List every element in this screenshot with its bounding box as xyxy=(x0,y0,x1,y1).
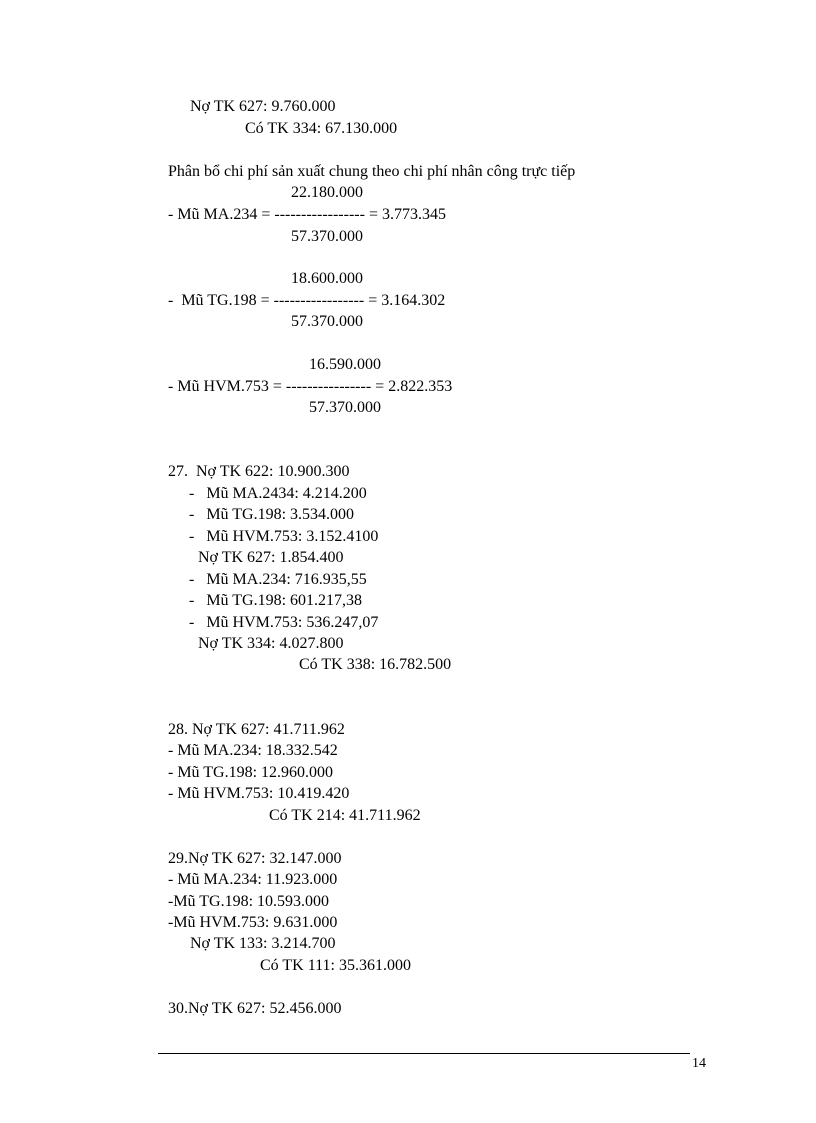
entry-heading: 30.Nợ TK 627: 52.456.000 xyxy=(168,1000,342,1017)
footer-divider xyxy=(158,1053,690,1054)
text-line: - Mũ MA.234: 11.923.000 xyxy=(168,871,338,888)
entry-heading: 29.Nợ TK 627: 32.147.000 xyxy=(168,850,342,867)
text-line: - Mũ MA.234: 18.332.542 xyxy=(168,742,338,759)
fraction-numerator: 16.590.000 xyxy=(309,356,381,373)
text-line: - Mũ HVM.753: 3.152.4100 xyxy=(189,528,379,545)
section-heading: Phân bổ chi phí sản xuất chung theo chi phí nhân công trực tiếp xyxy=(168,163,576,180)
text-line: Nợ TK 133: 3.214.700 xyxy=(190,935,336,952)
text-line: - Mũ TG.198: 601.217,38 xyxy=(189,592,363,609)
text-line: Có TK 338: 16.782.500 xyxy=(299,656,452,673)
text-line: -Mũ TG.198: 10.593.000 xyxy=(168,893,330,910)
text-line: - Mũ HVM.753: 10.419.420 xyxy=(168,785,350,802)
fraction-denominator: 57.370.000 xyxy=(291,228,363,245)
text-line: - Mũ TG.198: 3.534.000 xyxy=(189,506,355,523)
fraction-denominator: 57.370.000 xyxy=(291,313,363,330)
entry-heading: 28. Nợ TK 627: 41.711.962 xyxy=(168,721,345,738)
fraction-line: - Mũ MA.234 = ----------------- = 3.773.345 xyxy=(168,206,446,223)
page-number: 14 xyxy=(692,1056,706,1071)
text-line: Nợ TK 334: 4.027.800 xyxy=(198,635,344,652)
text-line: Nợ TK 627: 1.854.400 xyxy=(198,549,344,566)
text-line: -Mũ HVM.753: 9.631.000 xyxy=(168,914,338,931)
fraction-numerator: 22.180.000 xyxy=(291,184,363,201)
text-line: Nợ TK 627: 9.760.000 xyxy=(190,98,336,115)
text-line: - Mũ MA.2434: 4.214.200 xyxy=(189,485,367,502)
text-line: - Mũ TG.198: 12.960.000 xyxy=(168,764,334,781)
text-line: Có TK 334: 67.130.000 xyxy=(245,120,398,137)
text-line: Có TK 214: 41.711.962 xyxy=(269,807,421,824)
text-line: - Mũ HVM.753: 536.247,07 xyxy=(189,614,379,631)
fraction-denominator: 57.370.000 xyxy=(309,399,381,416)
entry-heading: 27. Nợ TK 622: 10.900.300 xyxy=(168,463,350,480)
fraction-numerator: 18.600.000 xyxy=(291,270,363,287)
text-line: Có TK 111: 35.361.000 xyxy=(260,957,411,974)
fraction-line: - Mũ TG.198 = ----------------- = 3.164.302 xyxy=(168,292,446,309)
text-line: - Mũ MA.234: 716.935,55 xyxy=(189,571,367,588)
fraction-line: - Mũ HVM.753 = ---------------- = 2.822.353 xyxy=(168,378,453,395)
